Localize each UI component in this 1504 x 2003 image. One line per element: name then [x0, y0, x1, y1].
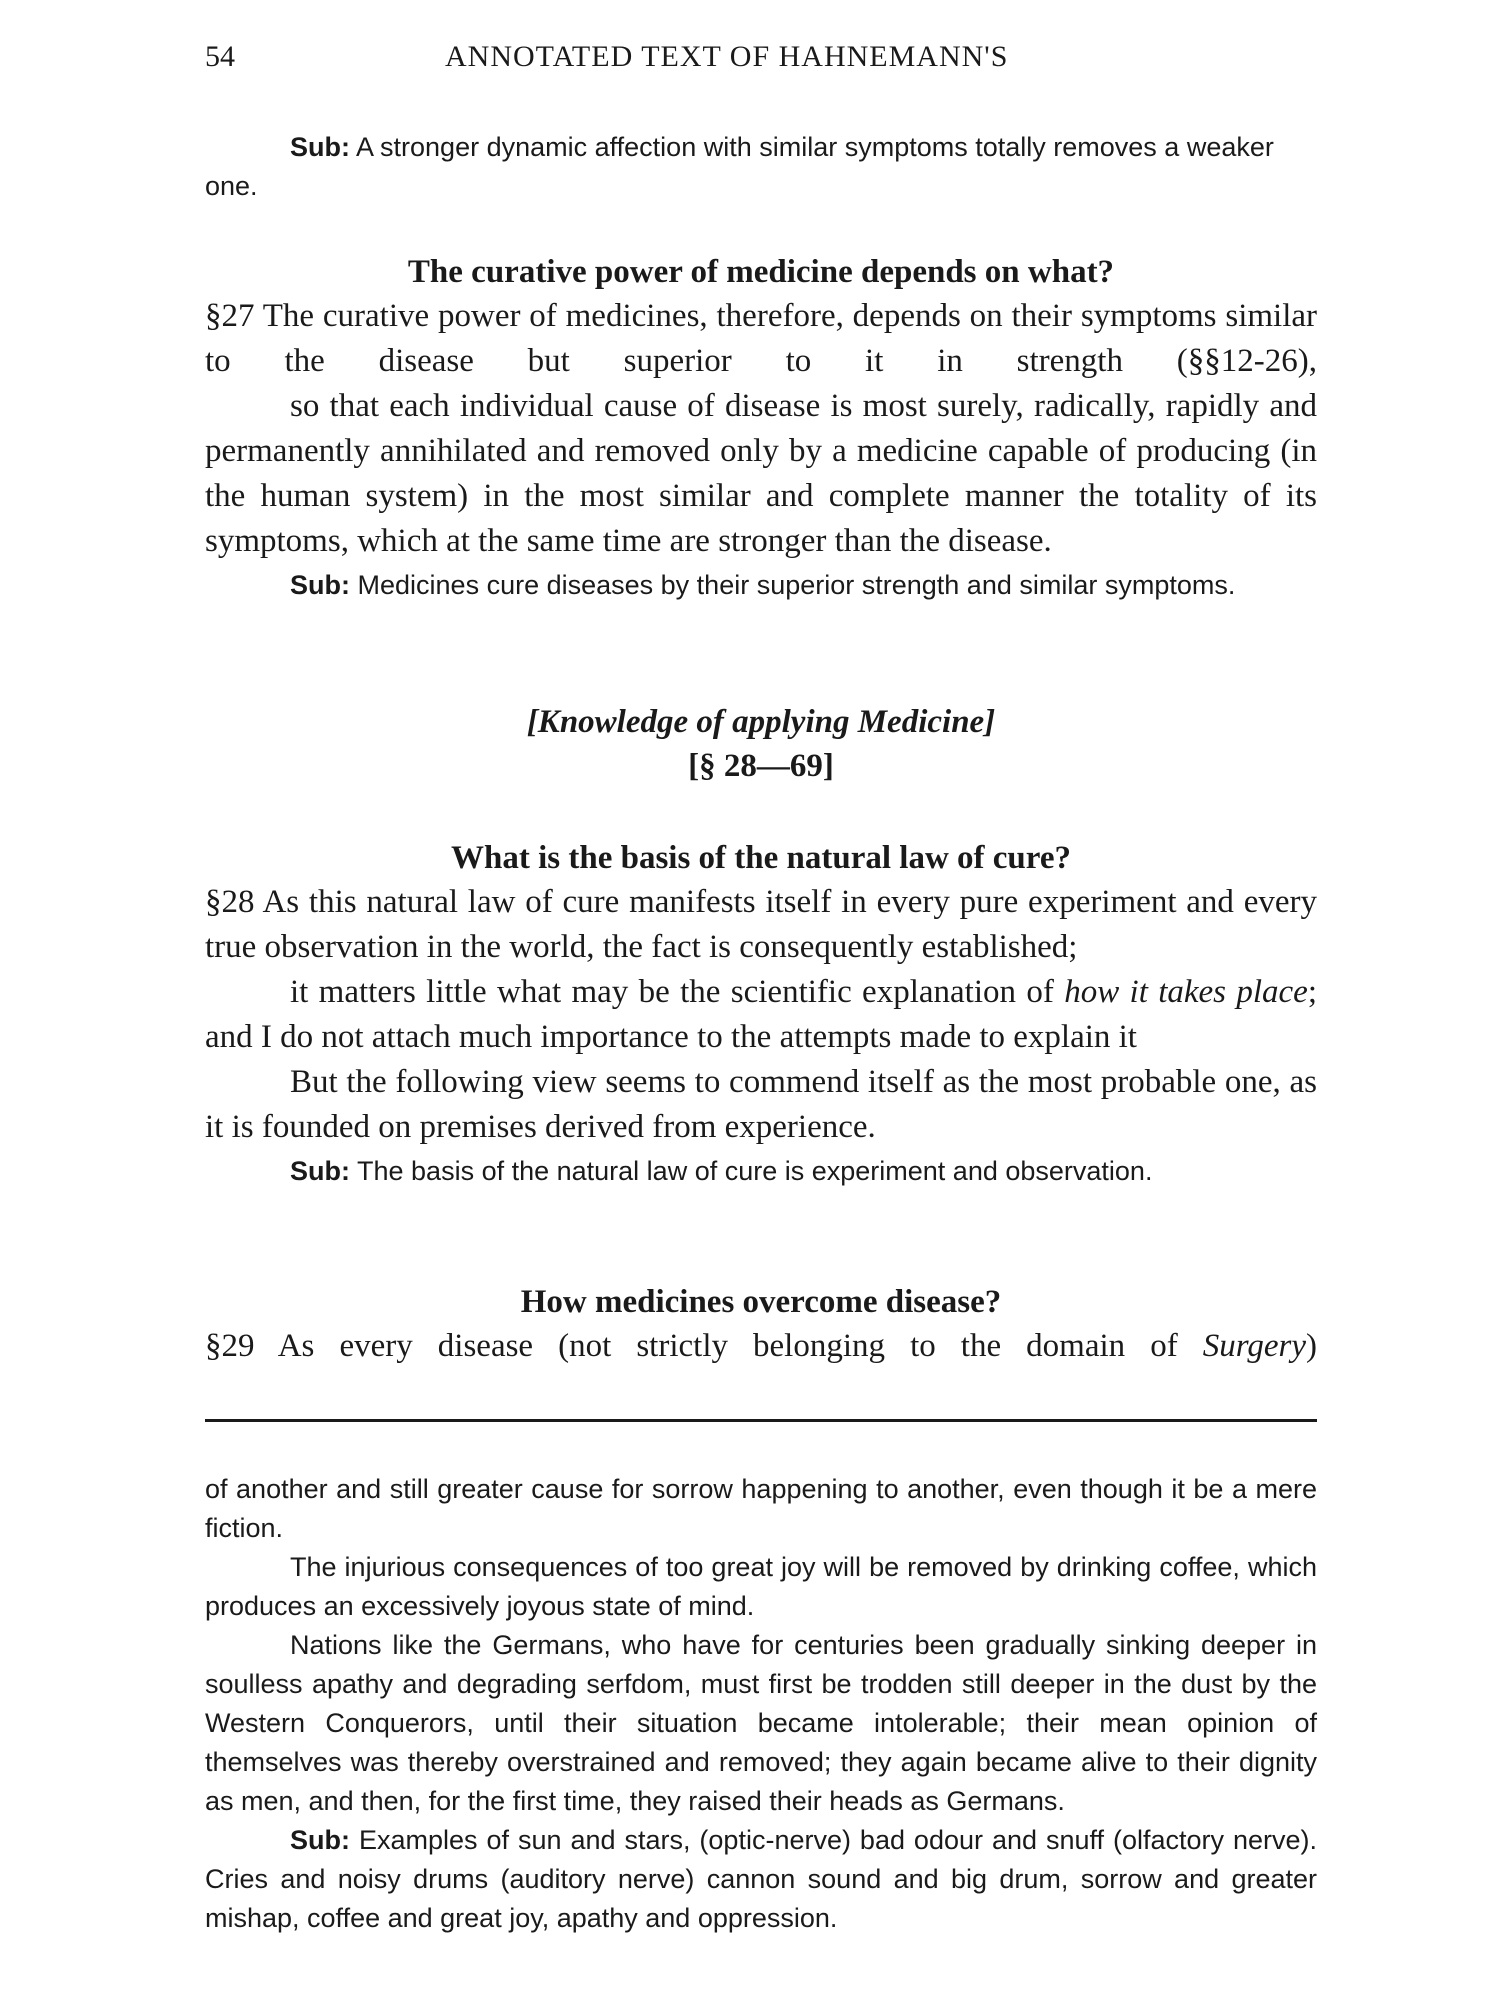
page-number: 54: [205, 40, 235, 73]
italic-phrase: Surgery: [1202, 1328, 1307, 1364]
sub-note: [205, 566, 1317, 605]
sub-note-1: [205, 128, 1317, 206]
sub-text: A stronger dynamic affection with similar symptoms totally removes a weaker one.: [205, 132, 1274, 201]
paragraph: it matters little what may be the scientific explanation of how it takes place; and I do not attach much importance to the attempts made to explain it: [205, 974, 1317, 1055]
sub-text: Examples of sun and stars, (optic-nerve) bad odour and snuff (olfactory nerve). Cries and noisy drums (auditory nerve) cannon sound and big drum, sorrow and greater mishap, coffee and great joy, apathy and oppression.: [205, 1825, 1317, 1933]
paragraph: §28 As this natural law of cure manifests itself in every pure experiment and every true observation in the world, the fact is consequently established;: [205, 884, 1317, 965]
sub-note: [205, 1152, 1317, 1191]
sub-label: Sub:: [290, 132, 350, 162]
section-heading: What is the basis of the natural law of cure?: [451, 840, 1071, 876]
sub-label: Sub:: [290, 1825, 350, 1855]
italic-phrase: how it takes place: [1064, 974, 1308, 1010]
paragraph: §29 As every disease (not strictly belonging to the domain of Surgery): [205, 1328, 1318, 1364]
sub-text: Medicines cure diseases by their superior strength and similar symptoms.: [357, 570, 1236, 600]
section-heading: The curative power of medicine depends on what?: [407, 254, 1115, 290]
paragraph: §27 The curative power of medicines, therefore, depends on their symptoms similar to the disease but superior to it in strength (§§12-26),: [205, 298, 1317, 379]
part-title: [Knowledge of applying Medicine]: [526, 704, 996, 740]
sub-text: The basis of the natural law of cure is experiment and observation.: [357, 1156, 1153, 1186]
section-29: [205, 1280, 1317, 1369]
part-range: [§ 28—69]: [688, 748, 834, 784]
section-27: [205, 250, 1317, 605]
sub-label: Sub:: [290, 570, 350, 600]
footnote-paragraph: Nations like the Germans, who have for centuries been gradually sinking deeper in soulless apathy and degrading serfdom, must first be trodden still deeper in the dust by the Western Conquerors, until their situation became intolerable; their mean opinion of themselves was thereby overstrained and removed; they again became alive to their dignity as men, and then, for the first time, they raised their heads as Germans.: [205, 1630, 1317, 1816]
paragraph: so that each individual cause of disease is most surely, radically, rapidly and permanently annihilated and removed only by a medicine capable of producing (in the human system) in the most similar and complete manner the totality of its symptoms, which at the same time are stronger than the disease.: [205, 388, 1317, 559]
running-head: [205, 40, 1105, 80]
footnote: [205, 1470, 1317, 1938]
paragraph: But the following view seems to commend itself as the most probable one, as it is founded on premises derived from experience.: [205, 1064, 1317, 1145]
sub-label: Sub:: [290, 1156, 350, 1186]
footnote-paragraph: The injurious consequences of too great joy will be removed by drinking coffee, which produces an excessively joyous state of mind.: [205, 1552, 1317, 1621]
footnote-divider: [205, 1419, 1317, 1422]
section-heading: How medicines overcome disease?: [520, 1284, 1002, 1320]
footnote-sub-note: [205, 1821, 1317, 1938]
footnote-paragraph: of another and still greater cause for sorrow happening to another, even though it be a mere fiction.: [205, 1474, 1317, 1543]
part-heading: [205, 700, 1317, 788]
running-title: ANNOTATED TEXT OF HAHNEMANN'S: [445, 40, 1009, 73]
section-28: [205, 836, 1317, 1191]
